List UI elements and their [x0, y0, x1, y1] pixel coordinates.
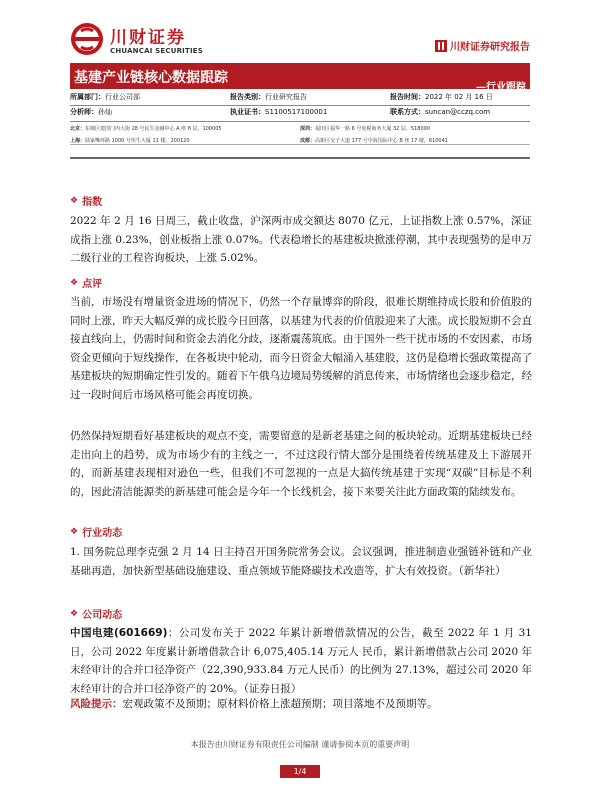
report-brand: [435, 38, 530, 53]
analyst-label: 分析师：: [70, 108, 98, 116]
address-chengdu: 高新区交子大道 177 号中海国际中心 B 座 17 楼，610041: [315, 138, 448, 144]
section-industry-title: 行业动态: [82, 528, 123, 539]
section-industry-text: 1. 国务院总理李克强 2 月 14 日主持召开国务院常务会议。会议强调，推进制造业强链补链和产业基础再造，加快新型基础设施建设、重点领域节能降碳技术改造等，扩大有效投资。（新华社）: [70, 546, 532, 577]
section-index-title: 指数: [82, 197, 103, 208]
risk-label: 风险提示：: [70, 698, 123, 710]
brand-tagline: 川财证券研究报告: [450, 42, 530, 53]
report-title: 基建产业链核心数据跟踪: [74, 70, 228, 86]
company-logo: [70, 22, 230, 62]
address-beijing: 东城区建国门内大街 28 号民生金融中心 A 座 6 层，100005: [85, 126, 222, 132]
contact-email[interactable]: suncan@cczq.com: [425, 108, 491, 116]
brand-mark-icon: [435, 40, 447, 52]
meta-divider-bottom: [70, 157, 530, 159]
section-comment-title: 点评: [82, 279, 103, 290]
dept-value: 行业公司部: [105, 93, 140, 101]
section-company-text: [70, 624, 532, 698]
page-number: 1/4: [280, 765, 320, 778]
diamond-bullet-icon: ❖: [70, 277, 79, 288]
address-shanghai: 陆家嘴环路 1000 号恒生大厦 11 楼，200120: [85, 138, 190, 144]
report-subtitle: —行业跟踪: [476, 82, 526, 93]
diamond-bullet-icon: ❖: [70, 608, 79, 619]
risk-warning: [70, 695, 438, 713]
address-label-beijing: 北京：: [70, 126, 86, 132]
meta-divider-1: [70, 105, 530, 106]
company-name: 中国电建(601669): [70, 627, 168, 639]
section-index-heading: [70, 193, 102, 208]
meta-divider-2: [70, 121, 530, 122]
license-value: S1100517100001: [265, 108, 328, 116]
analyst-value: 孙灿: [98, 108, 112, 116]
section-index-text: 2022 年 2 月 16 日周三，截止收盘，沪深两市成交额达 8070 亿元，上证指数上涨 0.57%，深证成指上涨 0.23%，创业板指上涨 0.07%。代表稳增长的基建板块掀涨停潮，其中表现强势的是申万二级行业的工程咨询板块，上涨 5.02%。: [70, 215, 532, 264]
time-value: 2022 年 02 月 16 日: [425, 93, 493, 101]
address-label-shanghai: 上海：: [70, 138, 86, 144]
meta-divider-3: [70, 144, 530, 145]
footer-disclaimer: 本报告由川财证券有限责任公司编制 谨请参阅本页的重要声明: [190, 740, 410, 749]
section-comment-heading: [70, 275, 102, 290]
report-title-bar: [70, 63, 530, 93]
diamond-bullet-icon: ❖: [70, 526, 79, 537]
section-comment-p2: 仍然保持短期看好基建板块的观点不变，需要留意的是新老基建之间的板块轮动。近期基建板块已经走出向上的趋势，成为市场少有的主线之一，不过这段行情大部分是围绕着传统基建及上下游展开的，而新基建表现相对逊色一些，但我们不可忽视的一点是大搞传统基建于实现“双碳”目标是不利的，因此清洁能源类的新基建可能会是今年一个长线机会，接下来要关注此方面政策的陆续发布。: [70, 430, 532, 498]
section-industry-heading: [70, 524, 122, 539]
section-company-heading: [70, 606, 122, 621]
dept-label: 所属部门：: [70, 93, 105, 101]
type-label: 报告类别：: [230, 93, 265, 101]
company-news: ：公司发布关于 2022 年累计新增借款情况的公告，截至 2022 年 1 月 31 日，公司 2022 年度累计新增借款合计 6,075,405.14 万元人 民币，累计新增借款占公司 2020 年末经审计的合并口径净资产（22,390,933.84 万元人民币）的比例为 27.13%，超过公司 2020 年末经审计的合并口径净资产的 20%。（证券日报）: [70, 627, 532, 695]
logo-name-en: CHUANCAI SECURITIES: [110, 47, 203, 55]
license-label: 执业证书：: [230, 108, 265, 116]
logo-name-cn: 川财证券: [110, 28, 186, 48]
address-shenzhen: 福田区福华一路 6 号免税商务大厦 32 层，518000: [315, 126, 431, 132]
chuancai-logo-icon: [70, 22, 104, 56]
diamond-bullet-icon: ❖: [70, 195, 79, 206]
address-label-chengdu: 成都：: [300, 138, 316, 144]
address-label-shenzhen: 深圳：: [300, 126, 316, 132]
risk-text: 宏观政策不及预期；原材料价格上涨超预期；项目落地不及预期等。: [122, 698, 438, 710]
type-value: 行业研究报告: [265, 93, 307, 101]
contact-label: 联系方式：: [390, 108, 425, 116]
section-comment-p1: 当前，市场没有增量资金进场的情况下，仍然一个存量博弈的阶段，很难长期维持成长股和价值股的同时上涨，昨天大幅反弹的成长股今日回落，以基建为代表的价值股迎来了大涨。成长股短期不会直接直线向上，仍需时间和资金去消化分歧，逐渐震荡筑底。由于国外一些干扰市场的不安因素，市场资金更倾向于短线操作，在各板块中轮动，而今日资金大幅涌入基建股，这仍是稳增长强政策提高了基建板块的短期确定性引发的。随着下午俄乌边境局势缓解的消息传来，市场情绪也会逐步稳定，经过一段时间后市场风格可能会再度切换。: [70, 296, 532, 401]
time-label: 报告时间：: [390, 93, 425, 101]
section-company-title: 公司动态: [82, 610, 123, 621]
